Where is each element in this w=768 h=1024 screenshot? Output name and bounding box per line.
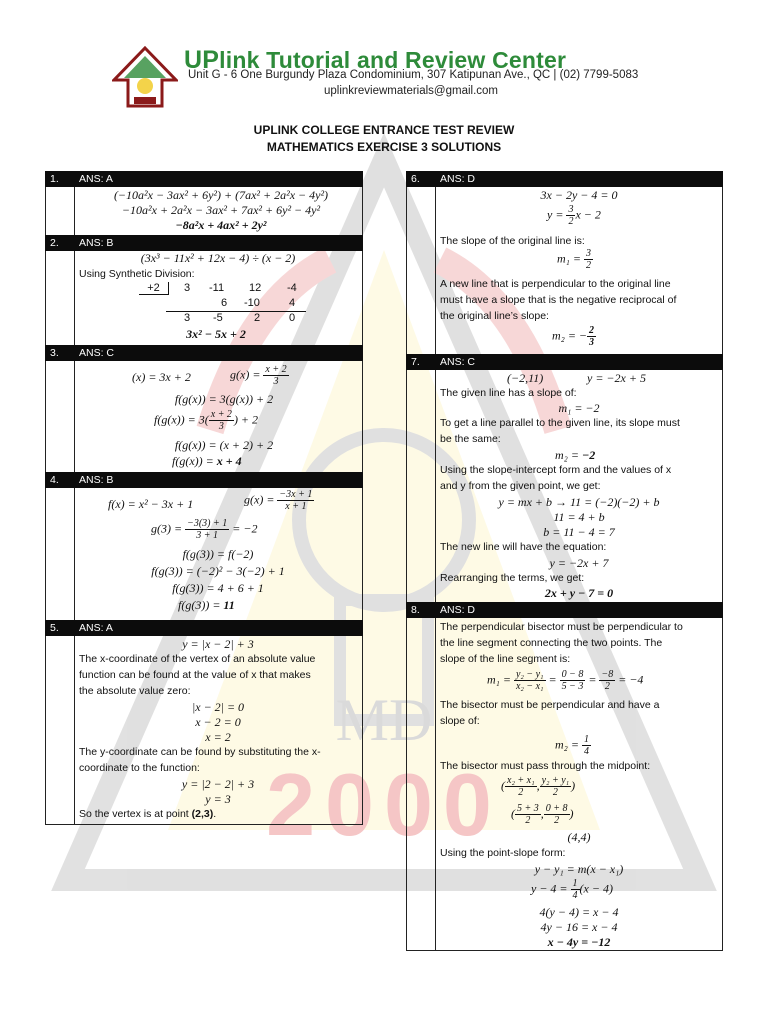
q7-text-7: Rearranging the terms, we get:	[440, 572, 585, 584]
q5-text-6: So the vertex is at point (2,3).	[79, 808, 217, 820]
q8-text-1: The perpendicular bisector must be perpendicular to	[440, 621, 683, 633]
q2-row3-c1: 3	[184, 312, 191, 324]
watermark-letters: MD	[335, 687, 433, 753]
q8-line-4: ( $\frac{5 + 3}{2}$ , $\frac{0 + 8}{2}$ )	[511, 803, 574, 826]
center-email: uplinkreviewmaterials@gmail.com	[324, 85, 499, 97]
q8-text-5: slope of:	[440, 715, 480, 727]
q5-line-2: |x − 2| = 0	[191, 700, 245, 714]
q2-row3-c4: 0	[289, 312, 296, 324]
q2-row1-c4: -4	[287, 282, 297, 294]
q4-line-5: f(g(3)) = 4 + 6 + 1	[172, 581, 264, 595]
q8-line-6: y − y₁ = m(x − x₁)	[534, 862, 624, 876]
q8-line-5: (4,4)	[567, 830, 591, 844]
q2-row2-c3: -10	[244, 297, 260, 309]
q8-line-7: y − 4 = $\frac{1}{4}$ (x − 4)	[531, 878, 613, 901]
question-8-header: 8. ANS: D	[406, 602, 723, 618]
question-6-header: 6. ANS: D	[406, 171, 723, 187]
q8-answer: x − 4y = −12	[547, 935, 611, 949]
q7-line-6: b = 11 − 4 = 7	[543, 525, 615, 539]
q2-row1-c1: 3	[184, 282, 191, 294]
q4-line-2: g(3) = $\frac{-3(3) + 1}{3 + 1}$ = −2	[151, 518, 258, 541]
page-header	[112, 42, 672, 110]
q7-answer: 2x + y − 7 = 0	[544, 586, 614, 600]
q3-line-1b: g(x) = $\frac{x + 2}{3}$	[230, 364, 287, 387]
q1-line-2: −10a²x + 2a²x − 3ax² + 7ax² + 6y² − 4y²	[121, 203, 321, 217]
center-address: Unit G - 6 One Burgundy Plaza Condominium, 307 Katipunan Ave., QC | (02) 7799-5083	[188, 69, 639, 81]
q7-given-line: y = −2x + 5	[587, 371, 646, 385]
q5-text-2: function can be found at the value of x that makes	[79, 669, 311, 681]
q6-answer: m₂ = − $\frac{2}{3}$	[552, 325, 595, 348]
q6-text-1: The slope of the original line is:	[440, 235, 585, 247]
q3-line-1a: (x) = 3x + 2	[132, 370, 191, 384]
q2-row2-c4: 4	[289, 297, 296, 309]
left-column	[45, 171, 363, 825]
question-1-header: 1. ANS: A	[45, 171, 363, 187]
question-5-header: 5. ANS: A	[45, 620, 363, 636]
q7-text-5: and y from the given point, we get:	[440, 480, 601, 492]
q2-row3-c3: 2	[254, 312, 261, 324]
q3-line-3: f(g(x)) = 3( $\frac{x + 2}{3}$ ) + 2	[154, 409, 259, 432]
q1-answer: −8a²x + 4ax² + 2y²	[175, 218, 267, 232]
q8-line-3: ( $\frac{\text{x₂ + x₁}}{2}$ , $\frac{\text{y₂ + y₁}}{2}$ )	[501, 775, 576, 798]
q5-text-5: coordinate to the function:	[79, 762, 200, 774]
q5-line-5: y = |2 − 2| + 3	[181, 777, 255, 791]
q3-line-2: f(g(x)) = 3(g(x)) + 2	[174, 392, 274, 406]
q7-text-3: be the same:	[440, 433, 501, 445]
q7-point: (−2,11)	[507, 371, 544, 385]
q2-text-1: Using Synthetic Division:	[79, 268, 195, 280]
q3-answer: f(g(x)) = x + 4	[172, 454, 242, 468]
q2-line-1: (3x³ − 11x² + 12x − 4) ÷ (x − 2)	[140, 251, 296, 265]
q8-line-8: 4(y − 4) = x − 4	[539, 905, 619, 919]
q7-line-3: m₂ = −2	[555, 448, 596, 462]
question-7-header: 7. ANS: C	[406, 354, 723, 370]
q2-row2-c2: 6	[221, 297, 228, 309]
q7-line-4: y = mx + b → 11 = (−2)(−2) + b	[498, 495, 660, 509]
q6-line-1: 3x − 2y − 4 = 0	[540, 188, 618, 202]
q2-row1-c3: 12	[249, 282, 262, 294]
q4-line-3: f(g(3)) = f(−2)	[182, 547, 254, 561]
question-4-header: 4. ANS: B	[45, 472, 363, 488]
watermark-year: 2000	[266, 755, 502, 854]
question-2-header: 2. ANS: B	[45, 235, 363, 251]
page-title: UPLINK COLLEGE ENTRANCE TEST REVIEW	[253, 123, 515, 137]
q5-line-3: x − 2 = 0	[195, 715, 241, 729]
q6-line-2: y = $\frac{3}{2}$ x − 2	[547, 204, 601, 227]
q2-row1-c2: -11	[209, 282, 225, 294]
q8-text-4: The bisector must be perpendicular and have a	[440, 699, 660, 711]
q6-text-3: must have a slope that is the negative reciprocal of	[440, 294, 677, 306]
q2-answer: 3x² − 5x + 2	[186, 327, 246, 341]
q8-text-6: The bisector must pass through the midpoint:	[440, 760, 651, 772]
center-name: UPlink Tutorial and Review Center	[184, 46, 567, 74]
q8-text-2: the line segment connecting the two points. The	[440, 637, 663, 649]
q5-line-6: y = 3	[205, 792, 231, 806]
q5-text-3: the absolute value zero:	[79, 685, 191, 697]
question-3-header: 3. ANS: C	[45, 345, 363, 361]
uplink-logo-icon	[112, 46, 178, 108]
q7-text-1: The given line has a slope of:	[440, 387, 577, 399]
q2-divisor: +2	[139, 282, 169, 295]
q8-text-7: Using the point-slope form:	[440, 847, 566, 859]
q7-text-2: To get a line parallel to the given line, its slope must	[440, 417, 680, 429]
q6-text-4: the original line’s slope:	[440, 310, 549, 322]
q7-line-2: m₁ = −2	[558, 401, 600, 415]
q7-text-6: The new line will have the equation:	[440, 541, 607, 553]
q2-row3-c2: -5	[213, 312, 223, 324]
right-column	[406, 171, 723, 951]
page-subtitle: MATHEMATICS EXERCISE 3 SOLUTIONS	[266, 140, 502, 154]
q8-line-2: m₂ = $\frac{1}{4}$	[555, 734, 589, 757]
q6-line-3: m₁ = $\frac{3}{2}$	[557, 248, 591, 271]
q6-text-2: A new line that is perpendicular to the original line	[440, 278, 671, 290]
q7-line-7: y = −2x + 7	[549, 556, 609, 570]
q7-text-4: Using the slope-intercept form and the values of x	[440, 464, 672, 476]
q5-text-4: The y-coordinate can be found by substituting the x-	[79, 746, 321, 758]
q5-text-1: The x-coordinate of the vertex of an absolute value	[79, 653, 316, 665]
q3-line-4: f(g(x)) = (x + 2) + 2	[174, 438, 274, 452]
q4-line-4: f(g(3)) = (−2)² − 3(−2) + 1	[151, 564, 285, 578]
q4-line-1b: g(x) = $\frac{-3x + 1}{x + 1}$	[244, 489, 313, 512]
q4-line-1a: f(x) = x² − 3x + 1	[108, 497, 194, 511]
q8-text-3: slope of the line segment is:	[440, 653, 571, 665]
q4-answer: f(g(3)) = 11	[178, 598, 235, 612]
q5-line-4: x = 2	[205, 730, 231, 744]
q7-line-5: 11 = 4 + b	[553, 510, 605, 524]
q5-line-1: y = |x − 2| + 3	[182, 637, 254, 651]
q1-line-1: (−10a²x − 3ax² + 6y²) + (7ax² + 2a²x − 4y²)	[113, 188, 329, 202]
q8-line-9: 4y − 16 = x − 4	[540, 920, 618, 934]
q8-line-1: m₁ = $\frac{\text{y₂ − y₁}}{\text{x₂ − x₁}}$ = $\frac{0 - 8}{5 - 3}$ = $\frac{-8}{2}$ = −4	[487, 669, 644, 692]
